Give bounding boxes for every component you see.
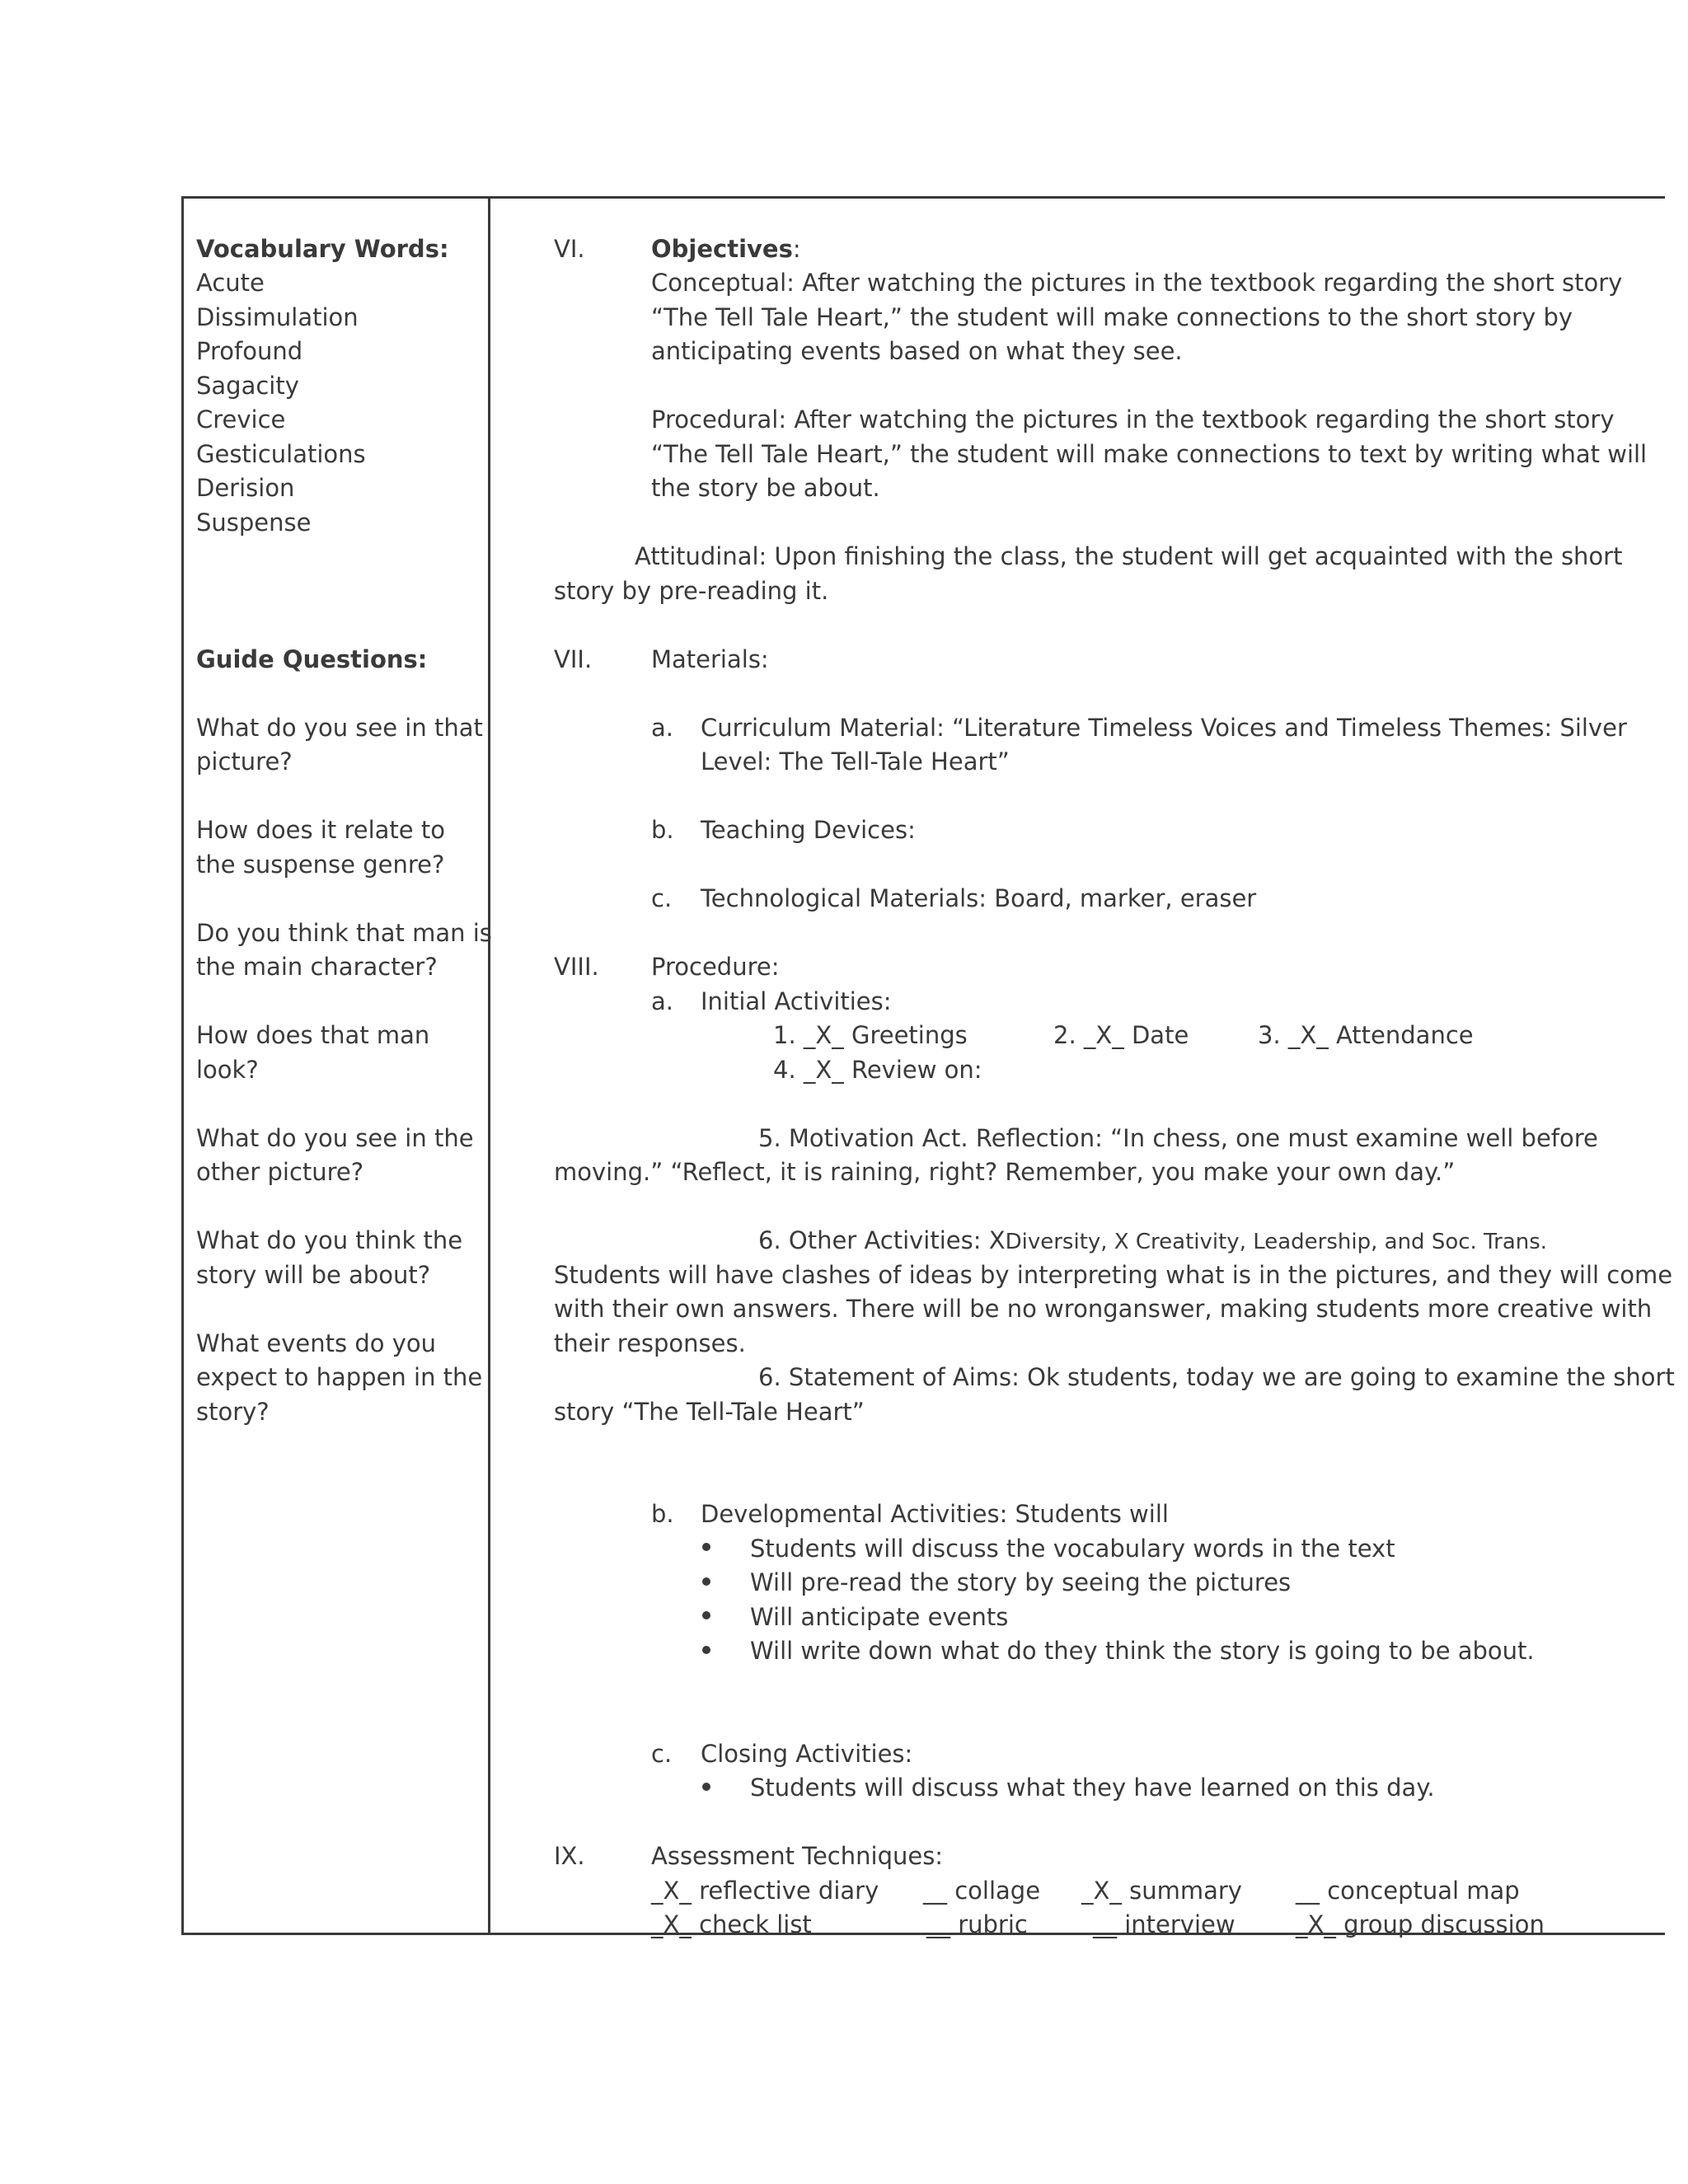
section-number: VIII.	[554, 953, 599, 981]
attitudinal-line: Attitudinal: Upon finishing the class, the student will get acquainted with the short	[635, 542, 1623, 570]
motivation-line: moving.” “Reflect, it is raining, right? Remember, you make your own day.”	[554, 1158, 1456, 1186]
curriculum-material-line: Curriculum Material: “Literature Timeless Voices and Timeless Themes: Silver	[701, 714, 1627, 742]
technological-materials: Technological Materials: Board, marker, eraser	[701, 884, 1257, 912]
section-number: IX.	[554, 1842, 585, 1870]
developmental-bullet-text: Will pre-read the story by seeing the pictures	[750, 1568, 1292, 1596]
guide-question: Do you think that man is	[196, 919, 492, 947]
motivation-line: 5. Motivation Act. Reflection: “In chess, one must examine well before	[758, 1124, 1598, 1152]
curriculum-material-line: Level: The Tell-Tale Heart”	[701, 748, 1010, 776]
conceptual-line: “The Tell Tale Heart,” the student will make connections to the short story by	[651, 303, 1573, 331]
assessment-option: __ collage	[923, 1877, 1041, 1905]
guide-question: expect to happen in the	[196, 1363, 483, 1391]
guide-question: What do you see in the	[196, 1124, 474, 1152]
checklist-item: 4. _X_ Review on:	[773, 1056, 982, 1084]
assessment-option: _X_ reflective diary	[651, 1877, 879, 1905]
checklist-item: 3. _X_ Attendance	[1258, 1021, 1474, 1049]
bullet-icon	[702, 1543, 710, 1551]
list-letter: b.	[651, 816, 674, 844]
vocab-title: Vocabulary Words:	[196, 235, 449, 263]
objectives-title: Objectives	[651, 235, 793, 263]
guide-question: the main character?	[196, 953, 438, 981]
checklist-item: 2. _X_ Date	[1053, 1021, 1189, 1049]
guide-question: look?	[196, 1056, 259, 1084]
developmental-bullet-text: Will anticipate events	[750, 1603, 1009, 1631]
other-activities-line: Students will have clashes of ideas by interpreting what is in the pictures, and they will come	[554, 1261, 1673, 1289]
column-divider	[488, 196, 490, 1935]
vocab-word: Derision	[196, 474, 295, 502]
objectives-heading	[651, 232, 801, 267]
vocab-word: Gesticulations	[196, 440, 366, 468]
vocab-word: Crevice	[196, 405, 286, 434]
conceptual-line: anticipating events based on what they see.	[651, 337, 1183, 365]
objectives-colon: :	[792, 235, 801, 263]
vocab-word: Dissimulation	[196, 303, 359, 331]
teaching-devices: Teaching Devices:	[701, 816, 916, 844]
other-activities-values: Diversity, X Creativity, Leadership, and Soc. Trans.	[1005, 1230, 1548, 1254]
assessment-option: __ interview	[1093, 1910, 1236, 1938]
guide-question: What events do you	[196, 1329, 436, 1357]
closing-bullet-text: Students will discuss what they have learned on this day.	[750, 1774, 1435, 1802]
bullet-icon	[702, 1577, 710, 1586]
guide-title: Guide Questions:	[196, 645, 428, 673]
guide-question: How does it relate to	[196, 816, 445, 844]
other-activities-heading	[758, 1224, 1547, 1260]
list-letter: c.	[651, 1740, 673, 1768]
vocab-word: Sagacity	[196, 372, 299, 400]
bullet-icon	[702, 1646, 710, 1654]
assessment-option: __ rubric	[926, 1910, 1028, 1938]
checklist-item: 1. _X_ Greetings	[773, 1021, 968, 1049]
assessment-option: _X_ group discussion	[1296, 1910, 1545, 1938]
assessment-title: Assessment Techniques:	[651, 1842, 944, 1870]
other-activities-lead: 6. Other Activities: X	[758, 1226, 1006, 1254]
guide-question: story will be about?	[196, 1261, 431, 1289]
bullet-icon	[702, 1783, 710, 1791]
procedural-line: Procedural: After watching the pictures in the textbook regarding the short story	[651, 405, 1615, 434]
section-number: VII.	[554, 645, 593, 673]
guide-question: the suspense genre?	[196, 851, 445, 879]
assessment-option: __ conceptual map	[1296, 1877, 1520, 1905]
developmental-bullet-text: Students will discuss the vocabulary words in the text	[750, 1535, 1395, 1563]
vocab-word: Profound	[196, 337, 303, 365]
other-activities-line: with their own answers. There will be no wronganswer, making students more creative with	[554, 1295, 1653, 1323]
initial-activities-title: Initial Activities:	[701, 987, 892, 1015]
list-letter: b.	[651, 1500, 674, 1528]
assessment-option: _X_ check list	[651, 1910, 812, 1938]
developmental-bullet-text: Will write down what do they think the story is going to be about.	[750, 1637, 1535, 1665]
developmental-activities-title: Developmental Activities: Students will	[701, 1500, 1169, 1528]
list-letter: a.	[651, 987, 673, 1015]
materials-title: Materials:	[651, 645, 769, 673]
assessment-option: _X_ summary	[1081, 1877, 1242, 1905]
bullet-icon	[702, 1611, 710, 1619]
procedural-line: the story be about.	[651, 474, 880, 502]
list-letter: a.	[651, 714, 673, 742]
other-activities-line: their responses.	[554, 1329, 746, 1357]
guide-question: story?	[196, 1398, 270, 1426]
closing-activities-title: Closing Activities:	[701, 1740, 913, 1768]
statement-of-aims-line: story “The Tell-Tale Heart”	[554, 1398, 865, 1426]
guide-question: What do you see in that	[196, 714, 483, 742]
guide-question: other picture?	[196, 1158, 364, 1186]
section-number: VI.	[554, 235, 585, 263]
guide-question: How does that man	[196, 1021, 430, 1049]
procedure-title: Procedure:	[651, 953, 780, 981]
statement-of-aims-line: 6. Statement of Aims: Ok students, today we are going to examine the short	[758, 1363, 1675, 1391]
conceptual-line: Conceptual: After watching the pictures in the textbook regarding the short story	[651, 269, 1623, 297]
guide-question: picture?	[196, 748, 293, 776]
attitudinal-line: story by pre-reading it.	[554, 577, 829, 605]
vocab-word: Acute	[196, 269, 265, 297]
list-letter: c.	[651, 884, 673, 912]
vocab-word: Suspense	[196, 509, 312, 537]
procedural-line: “The Tell Tale Heart,” the student will make connections to text by writing what will	[651, 440, 1648, 468]
guide-question: What do you think the	[196, 1226, 463, 1254]
